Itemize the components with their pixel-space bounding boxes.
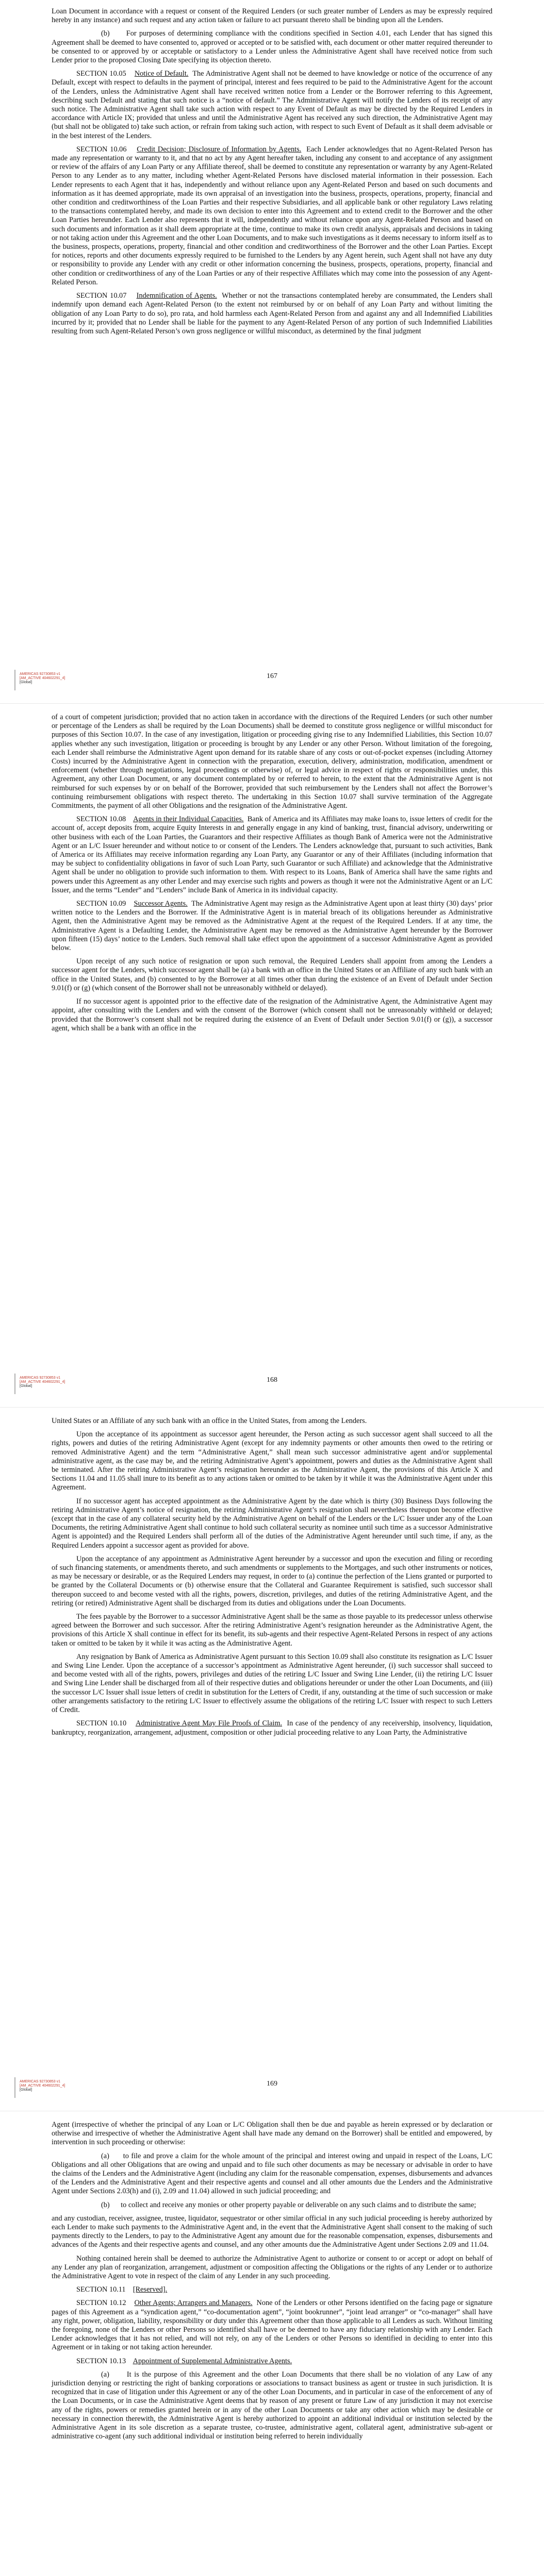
paragraph: (a) to file and prove a claim for the whole amount of the principal and interest owing and unpaid in respect of the Loans, L/C Obligations and all other Obligations that are owing and unpaid and to file such other documents as may be necessary or advisable in order to have the claims of the Lenders and the Administrative Agent (including any claim for the reasonable compensation, expenses, disbursements and advances of the Lenders and the Administrative Agent and their respective agents and counsel and all other amounts due the Lenders and the Administrative Agent under Sections 2.03(h) and (i), 2.09 and 11.04) allowed in such judicial proceeding; and [52,2151,493,2196]
section-10-11: SECTION 10.11 [Reserved]. [76,2285,168,2294]
section-10-07: SECTION 10.07 Indemnification of Agents. Whether or not the transactions contemplated hereby are consummated, the Lenders shall indemnify upon demand each Agent-Related Person (to the extent not reimbursed by or on behalf of any Loan Party and without limiting the obligation of any Loan Party to do so), pro rata, and hold harmless each Agent-Related Person from and against any and all Indemnified Liabilities incurred by it; provided that no Lender shall be liable for the payment to any Agent-Related Person of any portion of such Indemnified Liabilities resulting from such Agent-Related Person’s own gross negligence or willful misconduct, as determined by the final judgment [52,292,493,335]
page-body [52,713,492,1038]
page-169 [0,1408,544,2111]
document-stamp: AMERICAS 92730853 v1 [AM_ACTIVE 404602291_4] [Global] [20,672,65,684]
paragraph: Agent (irrespective of whether the principal of any Loan or L/C Obligation shall then be due and payable as herein expressed or by declaration or otherwise and irrespective of whether the Administrative Agent shall have made any demand on the Borrower) shall be entitled and empowered, by intervention in such proceeding or otherwise: [52,2121,492,2147]
paragraph: If no successor agent has accepted appointment as the Administrative Agent by the date which is thirty (30) Business Days following the retiring Administrative Agent’s notice of resignation, the retiring Administrative Agent’s resignation shall nevertheless thereupon become effective (except that in the case of any collateral security held by the Administrative Agent on behalf of the Lenders or the L/C Issuer under any of the Loan Documents, the retiring Administrative Agent shall continue to hold such collateral security as nominee until such time as a successor Administrative Agent is appointed) and the Required Lenders shall perform all of the duties of the Administrative Agent hereunder until such time, if any, as the Required Lenders appoint a successor agent as provided for above. [52,1497,492,1550]
section-10-08: SECTION 10.08 Agents in their Individual Capacities. Bank of America and its Affiliates may make loans to, issue letters of credit for the account of, accept deposits from, acquire Equity Interests in and generally engage in any kind of banking, trust, financial advisory, underwriting or other business with each of the Loan Parties, the Guarantors and their respective Affiliates as though Bank of America were not the Administrative Agent or an L/C Issuer hereunder and without notice to or consent of the Lenders. The Lenders acknowledge that, pursuant to such activities, Bank of America or its Affiliates may receive information regarding any Loan Party, any Guarantor or any of their Affiliates (including information that may be subject to confidentiality obligations in favor of such Loan Party, such Guarantor or such Affiliate) and acknowledge that the Administrative Agent shall be under no obligation to provide such information to them. With respect to its Loans, Bank of America shall have the same rights and powers under this Agreement as any other Lender and may exercise such rights and powers as though it were not the Administrative Agent or an L/C Issuer, and the terms “Lender” and “Lenders” include Bank of America in its individual capacity. [52,815,493,894]
section-10-05: SECTION 10.05 Notice of Default. The Administrative Agent shall not be deemed to have knowledge or notice of the occurrence of any Default, except with respect to defaults in the payment of principal, interest and fees required to be paid to the Administrative Agent for the account of the Lenders, unless the Administrative Agent shall have received written notice from a Lender or the Borrower referring to this Agreement, describing such Default and stating that such notice is a “notice of default.” The Administrative Agent will notify the Lenders of its receipt of any such notice. The Administrative Agent shall take such action with respect to any Event of Default as may be directed by the Required Lenders in accordance with Article IX; provided that unless and until the Administrative Agent has received any such direction, the Administrative Agent may (but shall not be obligated to) take such action, or refrain from taking such action, with respect to such Event of Default as it shall deem advisable or in the best interest of the Lenders. [52,70,492,140]
paragraph: Upon the acceptance of its appointment as successor agent hereunder, the Person acting as such successor agent shall succeed to all the rights, powers and duties of the retiring Administrative Agent (except for any indemnity payments or other amounts then owed to the retiring or removed Administrative Agent) and the term “Administrative Agent,” shall mean such successor administrative agent and/or supplemental administrative agent, as the case may be, and the retiring Administrative Agent’s appointment, powers and duties as the Administrative Agent shall be terminated. After the retiring Administrative Agent’s resignation hereunder as the Administrative Agent, the provisions of this Article X and Sections 11.04 and 11.05 shall inure to its benefit as to any actions taken or omitted to be taken by it while it was the Administrative Agent under this Agreement. [52,1430,492,1492]
paragraph: The fees payable by the Borrower to a successor Administrative Agent shall be the same as those payable to its predecessor unless otherwise agreed between the Borrower and such successor. After the retiring Administrative Agent’s resignation hereunder as the Administrative Agent, the provisions of this Article X shall continue in effect for its benefit, its sub-agents and their respective Agent-Related Persons in respect of any actions taken or omitted to be taken by it while it was acting as the Administrative Agent. [52,1613,492,1648]
page-167 [0,0,544,703]
paragraph: and any custodian, receiver, assignee, trustee, liquidator, sequestrator or other similar official in any such judicial proceeding is hereby authorized by each Lender to make such payments to the Administrative Agent and, in the event that the Administrative Agent shall consent to the making of such payments directly to the Lenders, to pay to the Administrative Agent any amount due for the reasonable compensation, expenses, disbursements and advances of the Agents and their respective agents and counsel, and any other amounts due the Administrative Agent under Sections 2.09 and 11.04. [52,2214,492,2249]
paragraph: (b) to collect and receive any monies or other property payable or deliverable on any such claims and to distribute the same; [101,2200,476,2209]
paragraph: Any resignation by Bank of America as Administrative Agent pursuant to this Section 10.09 shall also constitute its resignation as L/C Issuer and Swing Line Lender. Upon the acceptance of a successor’s appointment as Administrative Agent hereunder, (i) such successor shall succeed to and become vested with all of the rights, powers, privileges and duties of the retiring L/C Issuer and Swing Line Lender, (ii) the retiring L/C Issuer and Swing Line Lender shall be discharged from all of their respective duties and obligations hereunder or under the other Loan Documents, and (iii) the successor L/C Issuer shall issue letters of credit in substitution for the Letters of Credit, if any, outstanding at the time of such succession or make other arrangements satisfactory to the retiring L/C Issuer to effectively assume the obligations of the retiring L/C Issuer with respect to such Letters of Credit. [52,1652,492,1715]
document-stamp: AMERICAS 92730853 v1 [AM_ACTIVE 404602291_4] [Global] [20,2080,65,2092]
paragraph: United States or an Affiliate of any such bank with an office in the United States, from among the Lenders. [52,1417,367,1425]
page-number: 168 [267,1376,277,1384]
paragraph: Loan Document in accordance with a request or consent of the Required Lenders (or such greater number of Lenders as may be expressly required hereby in any instance) and such request and any action taken or failure to act pursuant thereto shall be binding upon all the Lenders. [52,7,492,25]
section-10-06: SECTION 10.06 Credit Decision; Disclosure of Information by Agents. Each Lender acknowledges that no Agent-Related Person has made any representation or warranty to it, and that no act by any Agent hereafter taken, including any consent to and acceptance of any assignment or review of the affairs of any Loan Party or any Affiliate thereof, shall be deemed to constitute any representation or warranty by any Agent-Related Person to any Lender as to any matter, including whether Agent-Related Persons have disclosed material information in their possession. Each Lender represents to each Agent that it has, independently and without reliance upon any Agent-Related Person and based on such documents and information as it has deemed appropriate, made its own appraisal of an investigation into the business, prospects, operations, property, financial and other condition and creditworthiness of the Loan Parties and their respective Subsidiaries, and all applicable bank or other regulatory Laws relating to the transactions contemplated hereby, and made its own decision to enter into this Agreement and to extend credit to the Borrower and the other Loan Parties hereunder. Each Lender also represents that it will, independently and without reliance upon any Agent-Related Person and based on such documents and information as it shall deem appropriate at the time, continue to make its own credit analysis, appraisals and decisions in taking or not taking action under this Agreement and the other Loan Documents, and to make such investigations as it deems necessary to inform itself as to the business, prospects, operations, property, financial and other condition and creditworthiness of the Borrower and the other Loan Parties. Except for notices, reports and other documents expressly required to be furnished to the Lenders by any Agent herein, such Agent shall not have any duty or responsibility to provide any Lender with any credit or other information concerning the business, prospects, operations, property, financial and other condition or creditworthiness of any of the Loan Parties or any of their respective Affiliates which may come into the possession of any Agent-Related Person. [52,145,492,286]
document-stamp: AMERICAS 92730853 v1 [AM_ACTIVE 404602291_4] [Global] [20,1376,65,1388]
page-170 [0,2111,544,2576]
page-body [52,2121,492,2446]
page-168 [0,704,544,1407]
paragraph: Upon receipt of any such notice of resignation or upon such removal, the Required Lenders shall appoint from among the Lenders a successor agent for the Lenders, which successor agent shall be (a) a bank with an office in the United States or an Affiliate of any such bank with an office in the United States, and (b) consented to by the Borrower at all times other than during the existence of an Event of Default under Section 9.01(f) or (g) (which consent of the Borrower shall not be unreasonably withheld or delayed). [52,957,492,992]
section-10-09: SECTION 10.09 Successor Agents. The Administrative Agent may resign as the Administrative Agent upon at least thirty (30) days’ prior written notice to the Lenders and the Borrower. If the Administrative Agent is in material breach of its obligations hereunder as Administrative Agent, then the Administrative Agent may be removed as the Administrative Agent at the request of the Required Lenders. If at any time, the Administrative Agent is a Defaulting Lender, the Administrative Agent may be removed as the Administrative Agent hereunder by the Borrower upon fifteen (15) days’ notice to the Lenders. Such removal shall take effect upon the appointment of a successor Administrative Agent as provided below. [52,900,492,953]
paragraph: (a) It is the purpose of this Agreement and the other Loan Documents that there shall be no violation of any Law of any jurisdiction denying or restricting the right of banking corporations or associations to transact business as agent or trustee in such jurisdiction. It is recognized that in case of litigation under this Agreement or any of the other Loan Documents, and in particular in case of the enforcement of any of the Loan Documents, or in case the Administrative Agent deems that by reason of any present or future Law of any jurisdiction it may not exercise any of the rights, powers or remedies granted herein or in any of the other Loan Documents or take any other action which may be desirable or necessary in connection therewith, the Administrative Agent is hereby authorized to appoint an additional individual or institution selected by the Administrative Agent in its sole discretion as a separate trustee, co-trustee, administrative agent, collateral agent, administrative sub-agent or administrative co-agent (any such additional individual or institution being referred to herein individually [52,2370,492,2441]
page-number: 167 [267,672,277,680]
page-body [52,7,492,341]
section-10-12: SECTION 10.12 Other Agents; Arrangers and Managers. None of the Lenders or other Persons identified on the facing page or signature pages of this Agreement as a “syndication agent,” “co-documentation agent”, “joint bookrunner”, “joint lead arranger” or “co-manager” shall have any right, power, obligation, liability, responsibility or duty under this Agreement other than those applicable to all Lenders as such. Without limiting the foregoing, none of the Lenders or other Persons so identified shall have or be deemed to have any fiduciary relationship with any Lender. Each Lender acknowledges that it has not relied, and will not rely, on any of the Lenders or other Persons so identified in deciding to enter into this Agreement or in taking or not taking action hereunder. [52,2299,492,2352]
section-10-13: SECTION 10.13 Appointment of Supplemental Administrative Agents. [76,2357,292,2365]
paragraph: Upon the acceptance of any appointment as Administrative Agent hereunder by a successor and upon the execution and filing or recording of such financing statements, or amendments thereto, and such amendments or supplements to the Mortgages, and such other instruments or notices, as may be necessary or desirable, or as the Required Lenders may request, in order to (a) continue the perfection of the Liens granted or purported to be granted by the Collateral Documents or (b) otherwise ensure that the Collateral and Guarantee Requirement is satisfied, such successor shall thereupon succeed to and become vested with all the rights, powers, discretion, privileges, and duties of the retiring Administrative Agent, and the retiring (or retired) Administrative Agent shall be discharged from its duties and obligations under the Loan Documents. [52,1554,492,1607]
page-number: 169 [267,2080,277,2088]
section-10-10: SECTION 10.10 Administrative Agent May File Proofs of Claim. In case of the pendency of any receivership, insolvency, liquidation, bankruptcy, reorganization, arrangement, adjustment, composition or other judicial proceeding relative to any Loan Party, the Administrative [52,1719,492,1737]
paragraph: Nothing contained herein shall be deemed to authorize the Administrative Agent to authorize or consent to or accept or adopt on behalf of any Lender any plan of reorganization, arrangement, adjustment or composition affecting the Obligations or the rights of any Lender or to authorize the Administrative Agent to vote in respect of the claim of any Lender in any such proceeding. [52,2254,492,2281]
paragraph: of a court of competent jurisdiction; provided that no action taken in accordance with the directions of the Required Lenders (or such other number or percentage of the Lenders as shall be required by the Loan Documents) shall be deemed to constitute gross negligence or willful misconduct for purposes of this Section 10.07. In the case of any investigation, litigation or proceeding giving rise to any Indemnified Liabilities, this Section 10.07 applies whether any such investigation, litigation or proceeding is brought by any Lender or any other Person. Without limitation of the foregoing, each Lender shall reimburse the Administrative Agent upon demand for its ratable share of any costs or out-of-pocket expenses (including Attorney Costs) incurred by the Administrative Agent in connection with the preparation, execution, delivery, administration, modification, amendment or enforcement (whether through negotiations, legal proceedings or otherwise) of, or legal advice in respect of rights or responsibilities under, this Agreement, any other Loan Document, or any document contemplated by or referred to herein, to the extent that the Administrative Agent is not reimbursed for such expenses by or on behalf of the Borrower, provided that such reimbursement by the Lenders shall not affect the Borrower’s continuing reimbursement obligations with respect thereto. The undertaking in this Section 10.07 shall survive termination of the Aggregate Commitments, the payment of all other Obligations and the resignation of the Administrative Agent. [52,713,492,810]
paragraph: If no successor agent is appointed prior to the effective date of the resignation of the Administrative Agent, the Administrative Agent may appoint, after consulting with the Lenders and with the consent of the Borrower (which consent shall not be unreasonably withheld or delayed; provided that the Borrower’s consent shall not be required during the existence of an Event of Default under Section 9.01(f) or (g)), a successor agent, which shall be a bank with an office in the [52,997,492,1032]
page-body [52,1417,492,1742]
paragraph: (b) For purposes of determining compliance with the conditions specified in Section 4.01, each Lender that has signed this Agreement shall be deemed to have consented to, approved or accepted or to be satisfied with, each document or other matter required thereunder to be consented to or approved by or acceptable or satisfactory to a Lender unless the Administrative Agent shall have received notice from such Lender prior to the proposed Closing Date specifying its objection thereto. [52,29,492,65]
